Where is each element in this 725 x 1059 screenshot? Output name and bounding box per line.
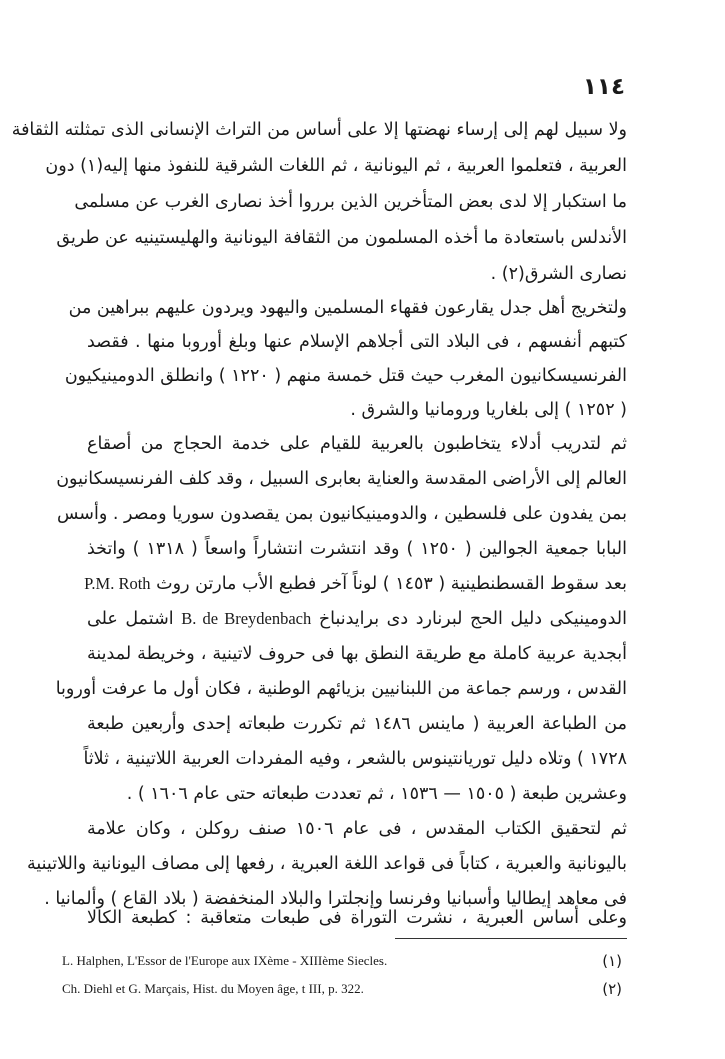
- body-line-19: ١٧٢٨ ) وتلاه دليل توريانتينوس بالشعر ، وفيه المفردات العربية اللاتينية ، ثلاثاً: [83, 749, 627, 769]
- body-line-12: بمن يفدون على فلسطين ، والدومينيكانيون بمن يقصدون سوريا ومصر . وأسس: [56, 504, 627, 524]
- footnote-1-number: (١): [602, 952, 622, 970]
- body-line-22: باليونانية والعبرية ، كتاباً فى قواعد اللغة العبرية ، رفعها إلى مصاف اليونانية واللاتينية: [26, 854, 627, 874]
- latin-name-breydenbach: B. de Breydenbach: [181, 609, 312, 628]
- body-line-6: ولتخريج أهل جدل يقارعون فقهاء المسلمين واليهود ويردون عليهم ببراهين من: [68, 298, 627, 318]
- body-line-11: العالم إلى الأراضى المقدسة والعناية بعابرى السبيل ، وقد كلف الفرنسيسكانيون: [56, 469, 627, 489]
- body-line-14: [84, 569, 627, 599]
- body-line-13: البابا جمعية الجوالين ( ١٢٥٠ ) وقد انتشرت انتشاراً واسعاً ( ١٣١٨ ) واتخذ: [87, 539, 627, 559]
- latin-name-roth: P.M. Roth: [84, 574, 151, 593]
- footnote-2-number: (٢): [602, 980, 622, 998]
- footnote-1-text: L. Halphen, L'Essor de l'Europe aux IXème - XIIIème Siecles.: [62, 953, 388, 968]
- footnote-2-text: Ch. Diehl et G. Marçais, Hist. du Moyen âge, t III, p. 322.: [62, 981, 364, 996]
- body-line-15-arabic: الدومينيكى دليل الحج لبرنارد دى برايدنباخ: [318, 609, 627, 629]
- body-line-14-arabic: بعد سقوط القسطنطينية ( ١٤٥٣ ) لوناً آخر فطبع الأب مارتن روث: [156, 574, 627, 594]
- body-line-9: ( ١٢٥٢ ) إلى بلغاريا ورومانيا والشرق .: [350, 400, 627, 420]
- body-line-16: أبجدية عربية كاملة مع طريقة النطق بها فى حروف لاتينية ، وخريطة لمدينة: [87, 644, 627, 664]
- body-line-15: [87, 604, 627, 634]
- body-line-24: وعلى أساس العبرية ، نشرت التوراة فى طبعات متعاقبة : كطبعة الكالا: [87, 908, 627, 928]
- body-line-10: ثم لتدريب أدلاء يتخاطبون بالعربية للقيام على خدمة الحجاج من أصقاع: [87, 434, 627, 454]
- body-line-2: العربية ، فتعلموا العربية ، ثم اليونانية ، ثم اللغات الشرقية للنفوذ منها إليه(١) دون: [45, 156, 627, 176]
- footnote-1: [62, 950, 622, 972]
- body-line-18: من الطباعة العربية ( ماينس ١٤٨٦ ثم تكررت طبعاته إحدى وأربعين طبعة: [87, 714, 627, 734]
- body-line-4: الأندلس باستعادة ما أخذه المسلمون من الثقافة اليونانية والهليستينيه عن طريق: [56, 228, 627, 248]
- body-line-1: ولا سبيل لهم إلى إرساء نهضتها إلا على أساس من التراث الإنسانى الذى تمثلته الثقافة: [11, 120, 627, 140]
- body-line-8: الفرنسيسكانيون المغرب حيث قتل خمسة منهم ( ١٢٢٠ ) وانطلق الدومينيكيون: [64, 366, 627, 386]
- body-line-5: نصارى الشرق(٢) .: [490, 264, 627, 284]
- body-line-21: ثم لتحقيق الكتاب المقدس ، فى عام ١٥٠٦ صنف روكلن ، وكان علامة: [87, 819, 627, 839]
- body-line-20: وعشرين طبعة ( ١٥٠٥ — ١٥٣٦ ، ثم تعددت طبعاته حتى عام ١٦٠٦ ) .: [126, 784, 627, 804]
- body-line-17: القدس ، ورسم جماعة من اللبنانيين بزيائهم الوطنية ، فكان أول ما عرفت أوروبا: [55, 679, 627, 699]
- body-line-23: فى معاهد إيطاليا وأسبانيا وفرنسا وإنجلترا والبلاد المنخفضة ( بلاد القاع ) وألمانيا .: [44, 889, 627, 909]
- page-number: ١١٤: [582, 74, 625, 100]
- footnote-2: [62, 978, 622, 1000]
- body-line-15-suffix: اشتمل على: [87, 609, 174, 629]
- footnote-separator: [395, 938, 627, 939]
- body-line-3: ما استكبار إلا لدى بعض المتأخرين الذين برروا أخذ نصارى الغرب عن مسلمى: [74, 192, 627, 212]
- body-line-7: كتبهم أنفسهم ، فى البلاد التى أجلاهم الإسلام عنها وبلغ أوروبا منها . فقصد: [87, 332, 627, 352]
